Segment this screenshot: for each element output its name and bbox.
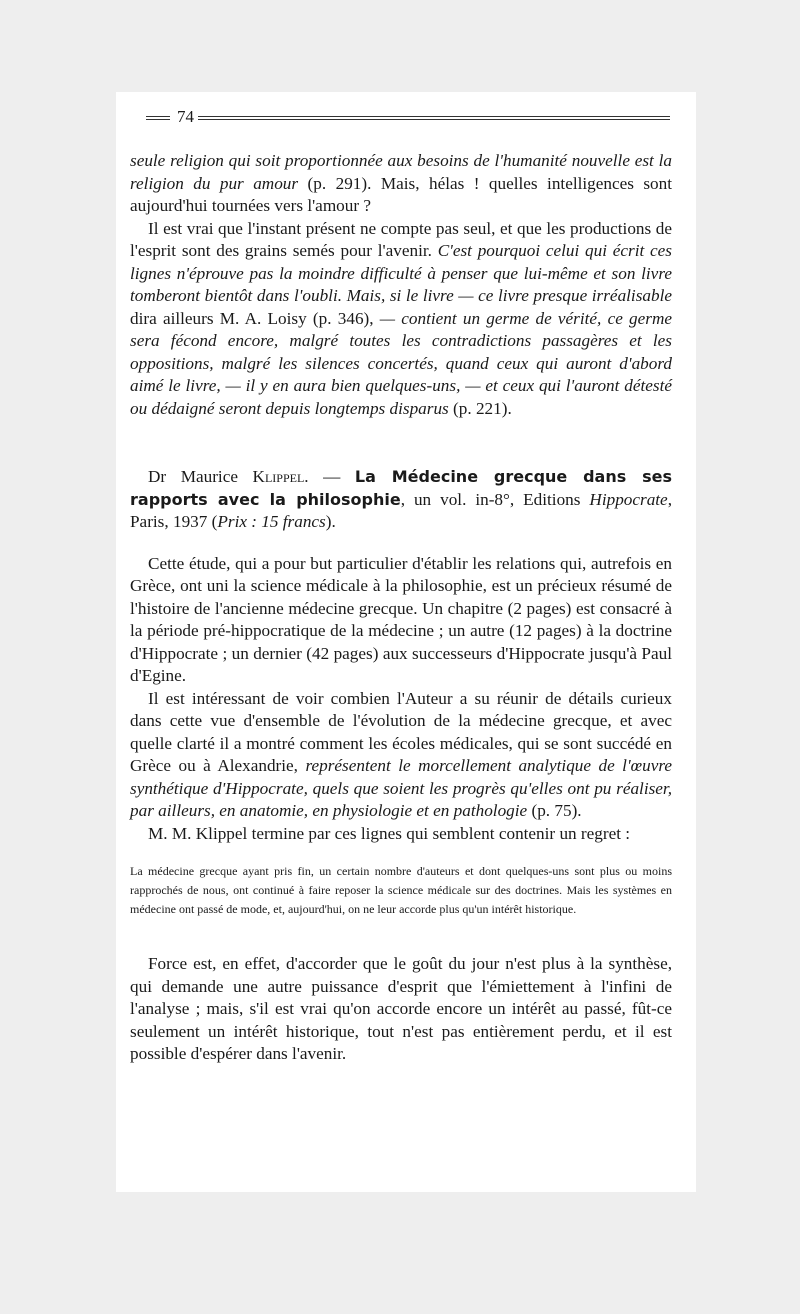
paragraph-analysis <box>130 688 672 823</box>
header-rule-left <box>146 116 170 120</box>
italic-text: représentent le morcellement analytique de l'œuvre synthétique d'Hippocrate, quels que soient les progrès qu'elles ont pu réaliser, par ailleurs, en anatomie, en physiologie et en pathologie <box>130 756 673 820</box>
book-page <box>116 92 696 1192</box>
paragraph-continued <box>130 150 672 218</box>
page-content <box>130 150 672 1066</box>
author-name: Klippel <box>252 467 305 486</box>
italic-text: C'est pourquoi celui qui écrit ces lignes n'éprouve pas la moindre difficulté à penser que lui-même et son livre tomberont bientôt dans l'oubli. Mais, si le livre — ce livre presque irréalisable <box>130 241 672 305</box>
author-prefix: Dr Maurice <box>148 467 253 486</box>
header-rule-right <box>198 116 670 120</box>
paragraph-loisy <box>130 218 672 421</box>
paragraph-summary: Cette étude, qui a pour but particulier d'établir les relations qui, autrefois en Grèce, ont uni la science médicale à la philosophie, est un précieux résumé de l'histoire de l'ancienne médecine grecque. Un chapitre (2 pages) est consacré à la période pré-hippocratique de la médecine ; un autre (12 pages) à la doctrine d'Hippocrate ; un dernier (42 pages) aux successeurs d'Hippocrate jusqu'à Paul d'Egine. <box>130 553 672 685</box>
text: (p. 221). <box>448 398 512 418</box>
text: (p. 75). <box>527 801 582 820</box>
book-title: La Médecine grecque dans ses rapports avec la philosophie <box>130 467 673 509</box>
place-year: , Paris, 1937 ( <box>130 489 672 531</box>
paragraph-conclusion: Force est, en effet, d'accorder que le goût du jour n'est plus à la synthèse, qui demande une autre puissance d'esprit que l'émiettement à l'infini de l'analyse ; mais, s'il est vrai qu'on accorde encore un intérêt au passé, fût-ce seulement un intérêt historique, tout n'est pas entièrement perdu, et il est possible d'espérer dans l'avenir. <box>130 954 672 1063</box>
page-header <box>146 106 670 130</box>
block-quote: La médecine grecque ayant pris fin, un certain nombre d'auteurs et dont quelques-uns sont plus ou moins rapprochés de nous, ont continué à faire reposer la science médicale sur des doctrines. Mais les systèmes en médecine ont passé de mode, et, aujourd'hui, on ne leur accorde plus qu'un intérêt historique. <box>130 864 672 916</box>
text: Il est intéressant de voir combien l'Auteur a su réunir de détails curieux dans cette vue d'ensemble de l'évolution de la médecine grecque, et avec quelle clarté il a montré comment les écoles médicales, qui se sont succédé en Grèce ou à Alexandrie, <box>130 688 672 775</box>
text: (p. 291). Mais, hélas ! quelles intelligences sont aujourd'hui tournées vers l'amour ? <box>130 173 673 215</box>
review-heading <box>130 466 672 534</box>
paragraph-regret: M. M. Klippel termine par ces lignes qui semblent contenir un regret : <box>148 823 631 843</box>
text: Il est vrai que l'instant présent ne compte pas seul, et que les productions de l'esprit sont des grains semés pour l'avenir. <box>130 218 672 260</box>
dash: . — <box>304 467 355 486</box>
italic-text: — contient un germe de vérité, ce germe sera fécond encore, malgré toutes les contradictions passagères et les oppositions, malgré les silences concertés, quand ceux qui auront d'abord aimé le livre, — il y en aura bien quelques-uns, — et ceux qui l'auront détesté ou dédaigné seront depuis longtemps disparus <box>130 308 673 418</box>
publication-info: , un vol. in-8°, Editions <box>400 489 590 509</box>
italic-text: seule religion qui soit proportionnée aux besoins de l'humanité nouvelle est la religion du pur amour <box>130 151 672 193</box>
close: ). <box>325 512 336 531</box>
page-number: 74 <box>177 107 194 126</box>
text: dira ailleurs M. A. Loisy (p. 346), <box>130 308 380 328</box>
price: Prix : 15 francs <box>217 512 326 531</box>
publisher: Hippocrate <box>589 489 668 509</box>
